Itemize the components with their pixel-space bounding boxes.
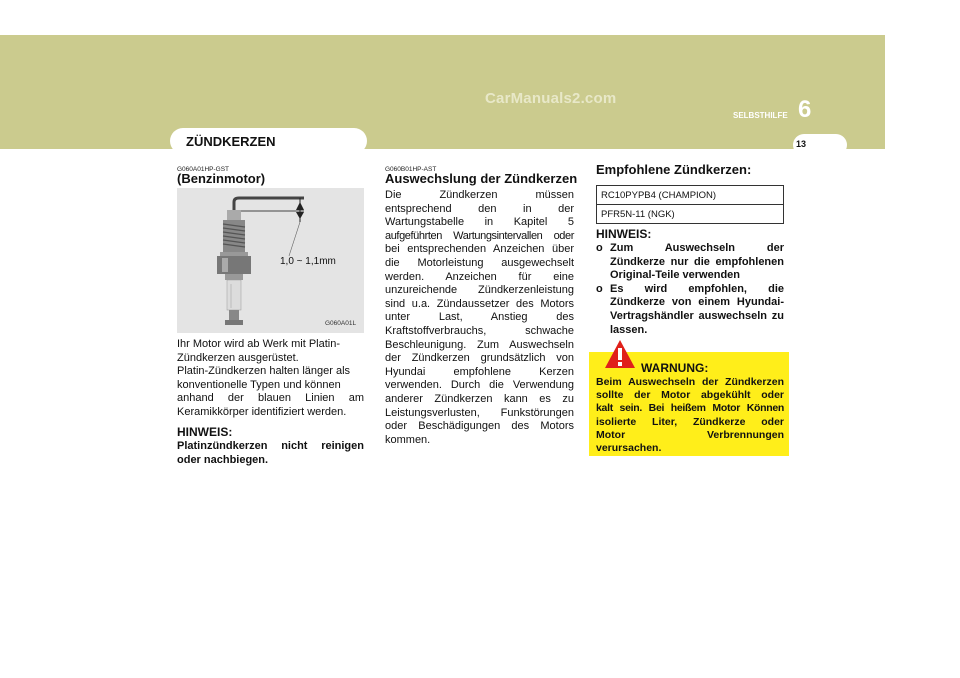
text-line: Zündkerzen ausgerüstet. <box>177 351 299 364</box>
recommended-plugs-table <box>596 185 784 224</box>
text-line: kommen. <box>385 433 431 446</box>
subsection-heading: Auswechslung der Zündkerzen <box>385 171 578 186</box>
text-line: anderer Zündkerzen kann es zu <box>385 392 574 405</box>
text-line: Platinzündkerzen nicht reinigen <box>177 440 364 452</box>
note-list <box>596 242 784 337</box>
text-line: die Motorleistung ausgewechselt <box>385 256 574 269</box>
text-line: Beim Auswechseln der Zündkerzen <box>596 376 784 388</box>
text-line: bei entsprechenden Anzeichen über <box>385 243 574 256</box>
text-line: Ihr Motor wird ab Werk mit Platin- <box>177 338 341 350</box>
text-line: Zum Auswechseln der <box>610 242 784 254</box>
table-row <box>597 186 784 205</box>
header-band <box>0 35 885 149</box>
text-line: Hyundai empfohlene Kerzen <box>385 365 574 378</box>
text-line: unter Last, Anstieg des <box>385 311 574 324</box>
text-line: sind u.a. Zündaussetzer des Motors <box>385 297 574 310</box>
table-row <box>597 205 784 224</box>
subsection-heading: (Benzinmotor) <box>177 171 266 186</box>
text-line: werden. Anzeichen für eine <box>385 270 574 283</box>
warning-text <box>596 376 784 455</box>
section-code: G060B01HP-AST <box>385 166 437 173</box>
text-line: Kraftstoffverbrauchs, schwache <box>385 324 574 337</box>
text-line: konventionelle Typen und können <box>177 378 341 391</box>
text-line: unzureichende Zündkerzenleistung <box>385 284 574 297</box>
note-title: HINWEIS: <box>596 227 652 241</box>
watermark-brand: CarManuals2.com <box>485 90 617 107</box>
text-line: Zündkerze nur die empfohlenen <box>610 255 784 268</box>
recommended-plugs-heading: Empfohlene Zündkerzen: <box>596 162 752 177</box>
note-text <box>177 440 364 467</box>
chapter-label: SELBSTHILFE <box>733 111 788 120</box>
text-line: Vertragshändler auswechseln zu <box>610 309 784 322</box>
bullet-marker: o <box>596 242 603 254</box>
section-code: G060A01HP-GST <box>177 166 230 173</box>
gap-label: 1,0 ~ 1,1mm <box>280 256 336 267</box>
text-line: anhand der blauen Linien am <box>177 392 364 405</box>
warning-icon <box>604 339 636 374</box>
spark-plug-figure <box>177 188 364 333</box>
table-cell: PFR5N-11 (NGK) <box>597 205 784 224</box>
text-line: Keramikkörper identifiziert werden. <box>177 405 347 418</box>
page-number: 13 <box>796 139 807 149</box>
text-line: Motor Verbrennungen <box>596 428 784 441</box>
text-line: Platin-Zündkerzen halten länger als <box>177 365 351 378</box>
chapter-number: 6 <box>798 96 812 123</box>
text-line: Leistungsverlusten, Funkstörungen <box>385 406 574 419</box>
text-line: sollte der Motor abgekühlt oder <box>596 389 784 402</box>
text-line: oder nachbiegen. <box>177 453 269 466</box>
text-line: Die Zündkerzen müssen <box>385 189 574 201</box>
list-item <box>596 242 784 283</box>
text-line: aufgeführten Wartungsintervallen oder <box>385 229 574 242</box>
text-line: Original-Teile verwenden <box>610 269 740 282</box>
text-line: entsprechend den in der <box>385 202 574 215</box>
text-line: Beschleunigung. Zum Auswechseln <box>385 338 574 351</box>
text-line: Es wird empfohlen, die <box>610 282 784 295</box>
bullet-marker: o <box>596 282 603 295</box>
text-line: verursachen. <box>596 442 662 455</box>
text-line: lassen. <box>610 323 648 336</box>
replacement-paragraph <box>385 189 574 447</box>
text-line: isolierte Liter, Zündkerze oder <box>596 415 784 428</box>
text-line: der Zündkerzen grundsätzlich von <box>385 352 574 365</box>
text-line: Wartungstabelle in Kapitel 5 <box>385 216 574 229</box>
text-line: Zündkerze von einem Hyundai- <box>610 296 784 309</box>
warning-title: WARNUNG: <box>641 361 709 375</box>
figure-code: G060A01L <box>325 320 357 327</box>
spark-plug-illustration <box>177 188 364 333</box>
table-cell: RC10PYPB4 (CHAMPION) <box>597 186 784 205</box>
section-title: ZÜNDKERZEN <box>186 134 276 149</box>
list-item <box>596 283 784 337</box>
text-line: oder Beschädigungen des Motors <box>385 420 574 433</box>
note-title: HINWEIS: <box>177 425 233 439</box>
text-line: kalt sein. Bei heißem Motor Können <box>596 402 784 415</box>
text-line: verwenden. Durch die Verwendung <box>385 379 574 392</box>
intro-paragraph <box>177 338 364 420</box>
